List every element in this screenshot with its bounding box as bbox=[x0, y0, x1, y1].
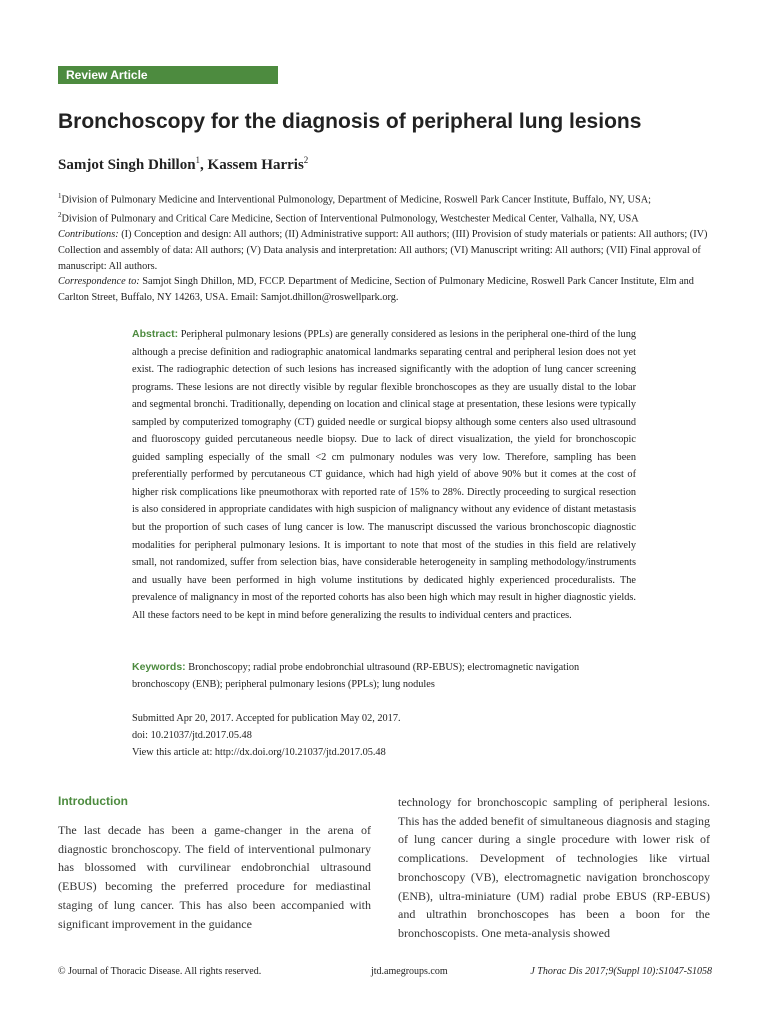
body-text-column-2: technology for bronchoscopic sampling of peripheral lesions. This has the added benefit of simultaneous diagnosis and staging of lung cancer during a single procedure with lower risk of complications. Development of technologies like virtual bronchoscopy (VB), electromagnetic navigation bronchoscopy (ENB), ultra-miniature (UM) radial probe EBUS (RP-EBUS) and ultrathin bronchoscopes has been a boon for the bronchoscopists. One meta-analysis showed bbox=[398, 795, 710, 940]
keywords bbox=[132, 659, 636, 693]
body-text-column-1: The last decade has been a game-changer in the arena of diagnostic bronchoscopy. The field of interventional pulmonary has blossomed with curvilinear endobronchial ultrasound (EBUS) becoming the preferred procedure for mediastinal staging of lung cancer. This has also been accompanied with significant improvement in the guidance bbox=[58, 823, 371, 931]
submission-dates: Submitted Apr 20, 2017. Accepted for publication May 02, 2017. bbox=[132, 713, 401, 724]
author-name: Samjot Singh Dhillon bbox=[58, 157, 196, 173]
keywords-text: Bronchoscopy; radial probe endobronchial ultrasound (RP-EBUS); electromagnetic navigation bronchoscopy (ENB); peripheral pulmonary lesions (PPLs); lung nodules bbox=[132, 662, 580, 690]
copyright: © Journal of Thoracic Disease. All rights reserved. bbox=[58, 966, 262, 977]
affiliation-text: Division of Pulmonary and Critical Care Medicine, Section of Interventional Pulmonology, Westchester Medical Center, Valhalla, NY, USA bbox=[61, 213, 639, 225]
correspondence bbox=[58, 274, 712, 305]
abstract-text: Peripheral pulmonary lesions (PPLs) are generally considered as lesions in the peripheral one-third of the lung although a precise definition and radiographic anatomical landmarks separating central and peripheral lesion does not yet exist. The radiographic detection of such lesions has increased significantly with the adoption of lung cancer screening programs. These lesions are not directly visible by regular flexible bronchoscopes as they are usually distal to the lobar and segmental bronchi. Traditionally, depending on location and clinical stage at presentation, these lesions were typically sampled by computerized tomography (CT) guided needle or surgical biopsy although some centers also used ultrasound and fluoroscopy guided percutaneous needle biopsy. Due to lack of direct visualization, the yield for bronchoscopic guided sampling especially of the small <2 cm pulmonary nodules was very low. Therefore, sampling has been preferentially performed by percutaneous CT guidance, which had high yield of above 90% but it comes at the cost of higher risk complications like pneumothorax with reported rate of 15% to 28%. Directly proceeding to surgical resection is also considered in appropriate candidates with high suspicion of malignancy without any evidence of distant metastasis but the proportion of such cases of lung cancer is low. The manuscript discussed the various bronchoscopic diagnostic modalities for peripheral pulmonary lesions. It is important to note that most of the studies in this field are relatively small, not randomized, suffer from selection bias, have considerable heterogeneity in sampling methodology/instruments and usually have been performed in high volume institutions by dedicated highly experienced proceduralists. The prevalence of malignancy in most of the reported cohorts has also been high which may result in higher diagnostic yields. All these factors need to be kept in mind before generalizing the results to individual centers and practices. bbox=[132, 329, 636, 621]
affiliation bbox=[58, 189, 712, 208]
author-affiliation-number: 2 bbox=[303, 155, 309, 165]
author-name: Kassem Harris bbox=[207, 157, 304, 173]
doi: doi: 10.21037/jtd.2017.05.48 bbox=[132, 730, 252, 741]
article-type-badge: Review Article bbox=[58, 66, 278, 84]
keywords-label: Keywords: bbox=[132, 661, 186, 673]
correspondence-text: Samjot Singh Dhillon, MD, FCCP. Department of Medicine, Section of Pulmonary Medicine, Roswell Park Cancer Institute, Elm and Carlton Street, Buffalo, NY 14263, USA. Email: Samjot.dhillon@roswellpark.org. bbox=[58, 276, 694, 304]
author-separator: , bbox=[200, 157, 208, 173]
abstract bbox=[132, 326, 636, 624]
contributions-label: Contributions: bbox=[58, 229, 119, 241]
contributions bbox=[58, 227, 712, 274]
affiliations-block bbox=[58, 189, 712, 306]
author-affiliation-number: 1 bbox=[195, 155, 201, 165]
correspondence-label: Correspondence to: bbox=[58, 276, 140, 288]
author-list bbox=[58, 155, 308, 174]
journal-site[interactable]: jtd.amegroups.com bbox=[371, 966, 448, 977]
section-heading: Introduction bbox=[58, 794, 128, 808]
affiliation-text: Division of Pulmonary Medicine and Interventional Pulmonology, Department of Medicine, Roswell Park Cancer Institute, Buffalo, NY, USA; bbox=[61, 194, 651, 206]
affiliation bbox=[58, 208, 712, 227]
article-title: Bronchoscopy for the diagnosis of peripheral lung lesions bbox=[58, 110, 642, 133]
affiliation-number: 1 bbox=[58, 192, 62, 200]
affiliation-number: 2 bbox=[58, 211, 62, 220]
article-link[interactable]: View this article at: http://dx.doi.org/10.21037/jtd.2017.05.48 bbox=[132, 747, 386, 758]
abstract-label: Abstract: bbox=[132, 328, 179, 340]
citation: J Thorac Dis 2017;9(Suppl 10):S1047-S1058 bbox=[530, 966, 712, 977]
publication-info bbox=[132, 710, 636, 761]
contributions-text: (I) Conception and design: All authors; (II) Administrative support: All authors; (III) Provision of study materials or patients: All authors; (IV) Collection and assembly of data: All authors; (V) Data analysis and interpretation: All authors; (VI) Manuscript writing: All authors; (VII) Final approval of manuscript: All authors. bbox=[58, 229, 708, 272]
